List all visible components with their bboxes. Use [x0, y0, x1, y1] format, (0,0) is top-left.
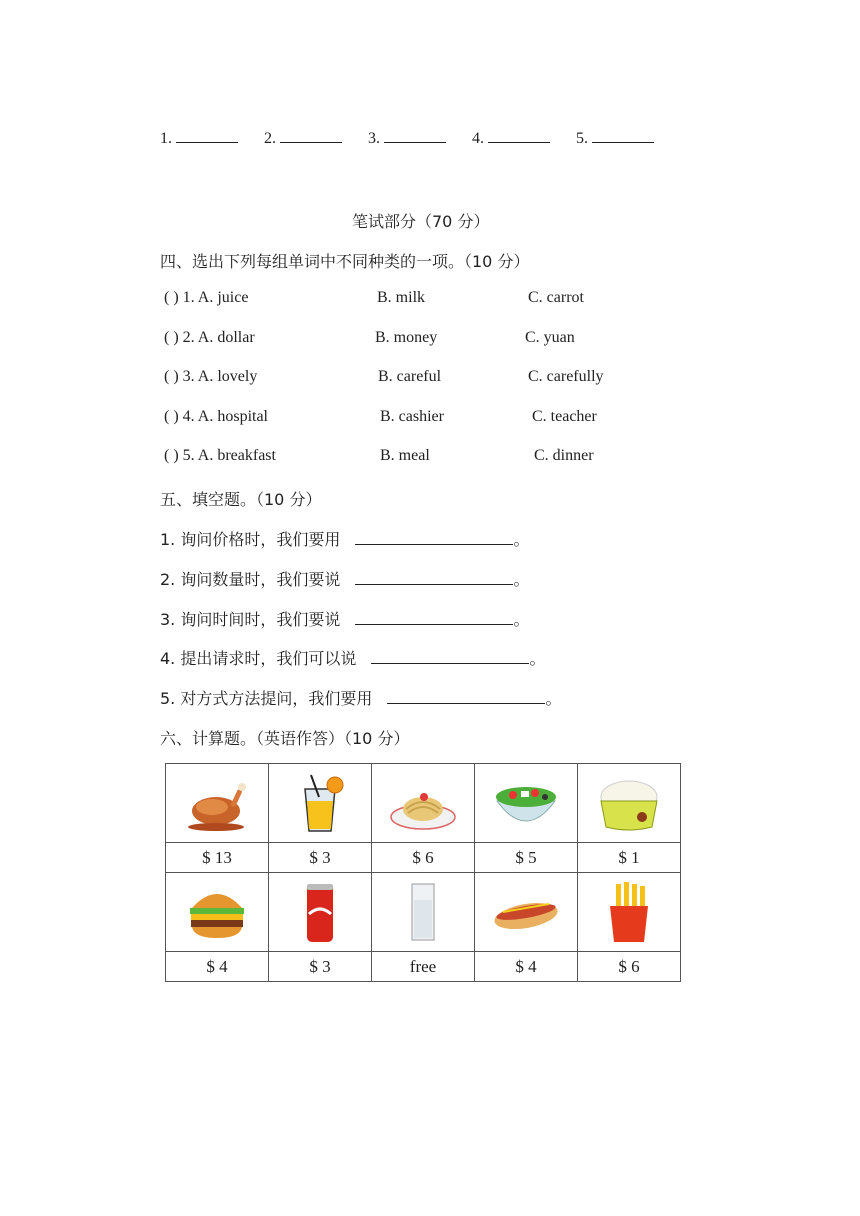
answer-bracket[interactable]: ( )	[164, 408, 179, 425]
section5-heading: 五、填空题。（10 分）	[160, 490, 322, 509]
price-cell: $ 3	[269, 952, 372, 982]
fill-blank-row: 5. 对方式方法提问，我们要用 。	[160, 689, 562, 708]
fill-blank-prompt: 4. 提出请求时，我们可以说	[160, 649, 357, 668]
orange-juice-icon	[285, 771, 355, 835]
fill-blank-row: 2. 询问数量时，我们要说 。	[160, 570, 530, 589]
option-b: B. meal	[380, 447, 430, 464]
answer-blank[interactable]	[176, 141, 238, 143]
menu-item-cell	[475, 764, 578, 843]
item-number: 4.	[182, 408, 195, 425]
rice-bowl-icon	[594, 771, 664, 835]
price-cell: $ 3	[269, 843, 372, 873]
answer-blank[interactable]	[488, 141, 550, 143]
fill-blank-line[interactable]	[387, 702, 545, 704]
choice-row	[164, 408, 268, 426]
answer-blank[interactable]	[280, 141, 342, 143]
answer-bracket[interactable]: ( )	[164, 368, 179, 385]
price-cell: $ 6	[372, 843, 475, 873]
choice-row	[164, 329, 255, 347]
option-b: B. cashier	[380, 408, 444, 425]
option-b: B. careful	[378, 368, 442, 385]
answer-bracket[interactable]: ( )	[164, 447, 179, 464]
answer-label: 1.	[160, 130, 172, 147]
option-b: B. milk	[377, 289, 426, 306]
option-a: A. lovely	[197, 368, 258, 385]
fill-blank-prompt: 1. 询问价格时，我们要用	[160, 530, 341, 549]
roast-chicken-icon	[182, 771, 252, 835]
option-a: A. juice	[197, 289, 249, 306]
section4-heading: 四、选出下列每组单词中不同种类的一项。（10 分）	[160, 252, 530, 271]
menu-item-cell	[269, 873, 372, 952]
option-a: A. hospital	[197, 408, 268, 425]
price-cell: $ 13	[166, 843, 269, 873]
price-cell: free	[372, 952, 475, 982]
price-cell: $ 5	[475, 843, 578, 873]
fill-blank-row: 1. 询问价格时，我们要用 。	[160, 530, 530, 549]
price-cell: $ 4	[475, 952, 578, 982]
option-c: C. carefully	[528, 368, 604, 385]
cola-can-icon	[285, 880, 355, 944]
option-c: C. teacher	[532, 408, 597, 425]
option-c: C. carrot	[528, 289, 584, 306]
menu-item-cell	[372, 764, 475, 843]
item-number: 1.	[182, 289, 195, 306]
option-b: B. money	[375, 329, 438, 346]
water-glass-icon	[388, 880, 458, 944]
price-cell: $ 6	[578, 952, 681, 982]
choice-row	[164, 289, 248, 307]
menu-item-cell	[166, 764, 269, 843]
menu-price-table	[165, 763, 681, 982]
menu-item-cell	[166, 873, 269, 952]
choice-row	[164, 368, 257, 386]
item-number: 3.	[182, 368, 195, 385]
fill-blank-line[interactable]	[355, 623, 513, 625]
section6-heading: 六、计算题。（英语作答）（10 分）	[160, 729, 410, 748]
option-a: A. breakfast	[197, 447, 276, 464]
answer-blank[interactable]	[592, 141, 654, 143]
price-cell: $ 4	[166, 952, 269, 982]
french-fries-icon	[594, 880, 664, 944]
fill-blank-prompt: 5. 对方式方法提问，我们要用	[160, 689, 373, 708]
menu-item-cell	[578, 873, 681, 952]
menu-item-cell	[269, 764, 372, 843]
answer-label: 4.	[472, 130, 484, 147]
answer-bracket[interactable]: ( )	[164, 289, 179, 306]
answer-blank[interactable]	[384, 141, 446, 143]
menu-item-cell	[475, 873, 578, 952]
price-cell: $ 1	[578, 843, 681, 873]
option-c: C. yuan	[525, 329, 575, 346]
answer-bracket[interactable]: ( )	[164, 329, 179, 346]
hamburger-icon	[182, 880, 252, 944]
fill-blank-row: 4. 提出请求时，我们可以说 。	[160, 649, 546, 668]
option-c: C. dinner	[534, 447, 594, 464]
fill-blank-row: 3. 询问时间时，我们要说 。	[160, 610, 530, 629]
answer-label: 2.	[264, 130, 276, 147]
option-a: A. dollar	[197, 329, 255, 346]
fill-blank-prompt: 2. 询问数量时，我们要说	[160, 570, 341, 589]
choice-row	[164, 447, 276, 465]
hot-dog-icon	[491, 880, 561, 944]
fill-blank-line[interactable]	[371, 662, 529, 664]
spaghetti-icon	[388, 771, 458, 835]
item-number: 2.	[182, 329, 195, 346]
fill-blank-line[interactable]	[355, 543, 513, 545]
listening-answer-row	[160, 130, 654, 148]
fill-blank-line[interactable]	[355, 583, 513, 585]
fill-blank-prompt: 3. 询问时间时，我们要说	[160, 610, 341, 629]
menu-item-cell	[372, 873, 475, 952]
answer-label: 3.	[368, 130, 380, 147]
written-part-title: 笔试部分（70 分）	[352, 212, 490, 231]
answer-label: 5.	[576, 130, 588, 147]
salad-icon	[491, 771, 561, 835]
menu-item-cell	[578, 764, 681, 843]
item-number: 5.	[182, 447, 195, 464]
